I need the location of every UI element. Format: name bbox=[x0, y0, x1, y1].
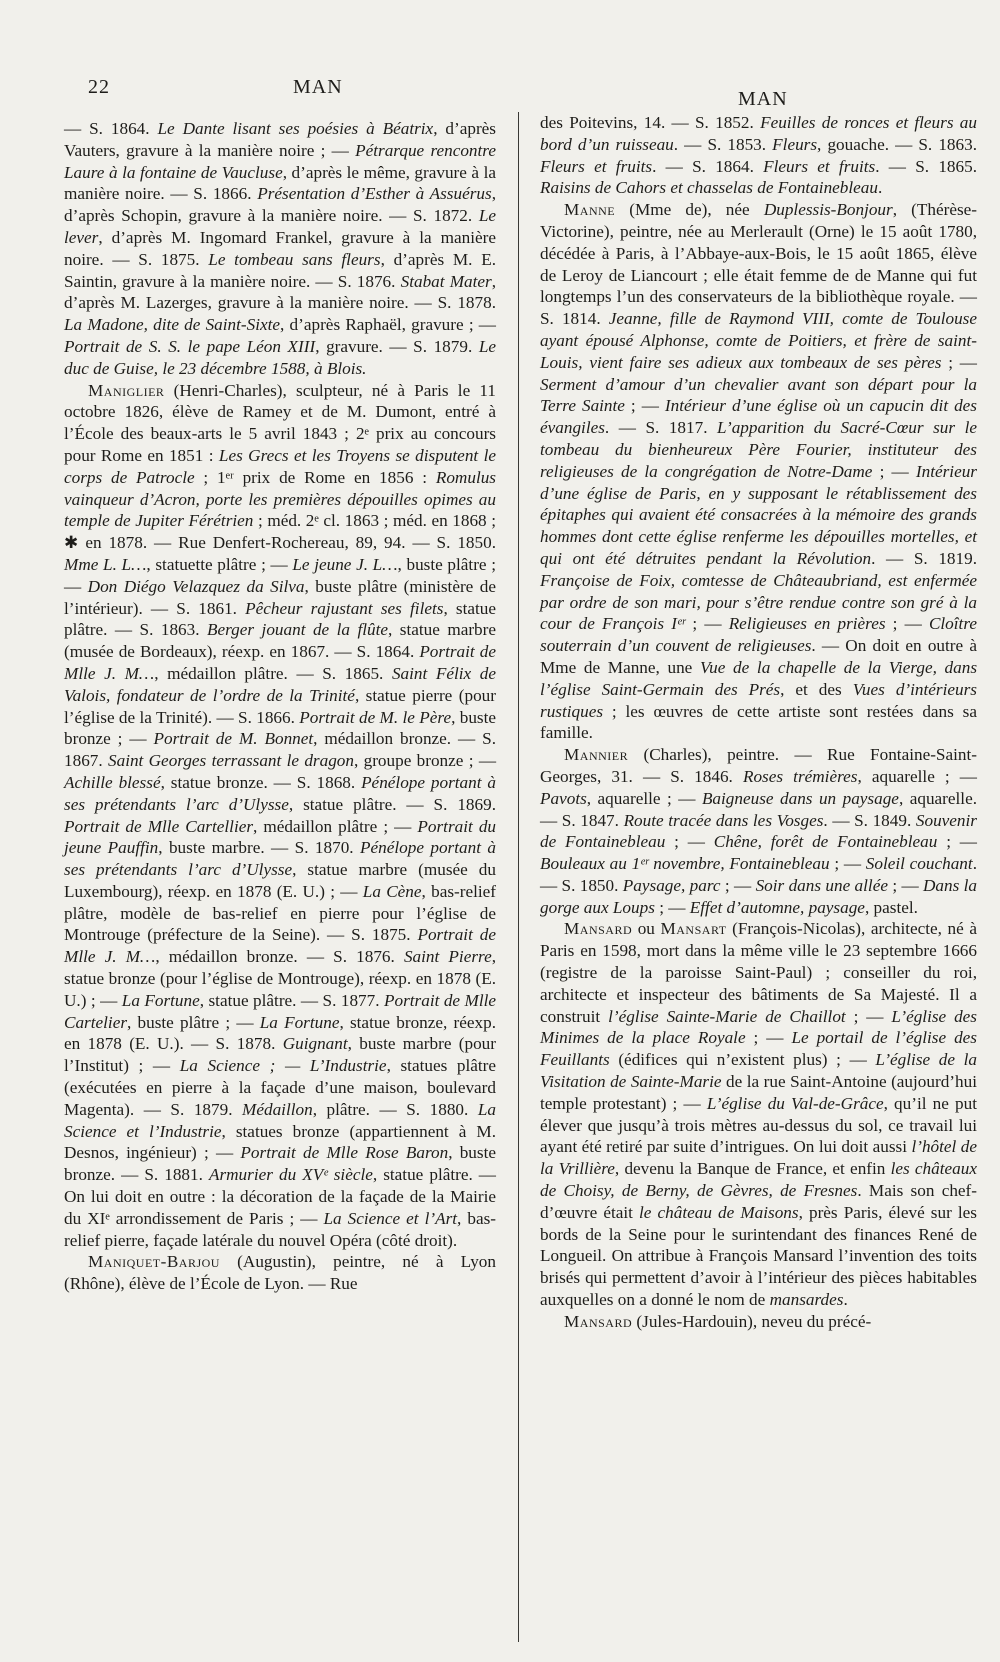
entry-text: , aquarelle. — S. 1847. bbox=[540, 788, 977, 830]
entry-paragraph bbox=[540, 918, 977, 1310]
entry-text: . — S. 1849. bbox=[823, 810, 916, 830]
work-title: Achille blessé bbox=[64, 772, 161, 792]
entry-text: , devenu la Banque de France, et enfin bbox=[614, 1159, 891, 1179]
entry-text: ; — bbox=[745, 1028, 792, 1048]
entry-text: . — S. 1853. bbox=[673, 134, 773, 154]
entry-text: , médaillon bronze. — S. 1867. bbox=[64, 729, 496, 771]
entry-text: , d’après M. E. Saintin, gravure à la manière noire. — S. 1876. bbox=[64, 249, 497, 291]
work-title: Portrait du jeune Pauffin bbox=[64, 816, 497, 858]
entry-name: Mansard bbox=[564, 1311, 633, 1331]
entry-text: , d’après Vauters, gravure à la manière noire ; — bbox=[64, 119, 496, 160]
work-title: La Madone, dite de Saint-Sixte bbox=[64, 315, 281, 335]
work-title: La Cène bbox=[362, 881, 422, 901]
work-title: Le portail de l’église des Feuillants bbox=[540, 1028, 977, 1070]
work-title: Duplessis-Bonjour bbox=[763, 200, 893, 220]
work-title: Effet d’automne, paysage bbox=[689, 897, 865, 917]
work-title: Vue de la chapelle de la Vierge, dans l’église Saint-Germain des Prés bbox=[540, 657, 978, 699]
work-title: le château de Maisons bbox=[639, 1202, 799, 1222]
entry-text: ou bbox=[632, 919, 661, 939]
work-title: Chêne, forêt de Fontainebleau bbox=[713, 832, 938, 852]
entry-text: , aquarelle ; — bbox=[586, 788, 702, 808]
work-title: Portrait de Mlle Cartelier bbox=[64, 990, 497, 1032]
entry-text: ; — bbox=[829, 854, 866, 874]
entry-text: (Augustin), peintre, né à Lyon (Rhône), élève de l’École de Lyon. — Rue bbox=[64, 1252, 496, 1294]
entry-text: , aquarelle ; — bbox=[857, 766, 977, 786]
entry-paragraph bbox=[64, 1251, 496, 1295]
entry-text: , médaillon plâtre ; — bbox=[253, 816, 418, 836]
entry-text: ; méd. 2ᵉ cl. 1863 ; méd. en 1868 ; ✱ en 1878. — Rue Denfert-Rochereau, 89, 94. — S. 1850. bbox=[64, 511, 496, 553]
entry-text: , statues bronze (appartiennent à M. Desnos, ingénieur) ; — bbox=[64, 1121, 496, 1163]
work-title: Portrait de M. le Père bbox=[299, 707, 452, 727]
entry-paragraph bbox=[540, 1311, 977, 1333]
entry-text: , d’après Schopin, gravure à la manière noire. — S. 1872. bbox=[64, 184, 496, 226]
right-column bbox=[540, 112, 977, 1333]
entry-text: , statue marbre (musée du Luxembourg), réexp. en 1878 (E. U.) ; — bbox=[64, 860, 496, 901]
entry-paragraph bbox=[540, 112, 977, 199]
work-title: l’hôtel de la Vrillière bbox=[540, 1137, 977, 1179]
entry-text: des Poitevins, 14. — S. 1852. bbox=[540, 113, 761, 132]
entry-text: , buste marbre. — S. 1870. bbox=[158, 838, 361, 858]
entry-paragraph bbox=[540, 199, 977, 744]
entry-text: ; 1ᵉʳ prix de Rome en 1856 : bbox=[194, 467, 436, 487]
work-title: Portrait de S. S. le pape Léon XIII bbox=[64, 336, 316, 356]
work-title: Stabat Mater bbox=[400, 271, 492, 291]
entry-name: Manne bbox=[564, 200, 616, 220]
entry-text: , statue marbre (musée de Bordeaux), réexp. en 1867. — S. 1864. bbox=[64, 620, 496, 662]
work-title: Pénélope portant à ses prétendants l’arc d’Ulysse bbox=[64, 838, 496, 880]
work-title: La Fortune bbox=[121, 990, 200, 1010]
work-title: Intérieur d’une église où un capucin dit des évangiles bbox=[540, 396, 977, 438]
entry-text: , statue plâtre. — S. 1863. bbox=[64, 598, 497, 640]
entry-text: , statue plâtre. — On lui doit en outre : la décoration de la façade de la Mairie du XIᵉ arrondissement de Paris ; — bbox=[64, 1165, 496, 1228]
entry-text: ; — bbox=[941, 352, 977, 372]
entry-text: . — S. 1864. bbox=[652, 156, 764, 176]
entry-text: ; — bbox=[937, 832, 977, 852]
entry-text: . — S. 1817. bbox=[604, 418, 718, 438]
entry-text: , d’après le même, gravure à la manière noire. — S. 1866. bbox=[64, 162, 496, 204]
entry-text: , bas-relief pierre, façade latérale du nouvel Opéra (côté droit). bbox=[64, 1208, 497, 1250]
entry-text: (édifices qui n’existent plus) ; — bbox=[609, 1050, 876, 1070]
entry-text: , statuette plâtre ; — bbox=[146, 554, 293, 574]
entry-text: , gravure. — S. 1879. bbox=[315, 336, 479, 356]
entry-text: , groupe bronze ; — bbox=[353, 751, 497, 771]
entry-text: , statue bronze. — S. 1868. bbox=[160, 772, 362, 792]
work-title: Soleil couchant bbox=[865, 854, 973, 874]
work-title: Berger jouant de la flûte bbox=[207, 620, 389, 640]
entry-text: . bbox=[843, 1290, 848, 1310]
work-title: Soir dans une allée bbox=[755, 875, 888, 895]
work-title: Pénélope portant à ses prétendants l’arc d’Ulysse bbox=[64, 772, 496, 814]
entry-text: , statues plâtre (exécutées en pierre à la façade d’une maison, boulevard Magenta). — S. 1879. bbox=[64, 1056, 497, 1119]
entry-text: , statue bronze, réexp. en 1878 (E. U.). — S. 1878. bbox=[64, 1012, 496, 1054]
entry-text: , statue plâtre. — S. 1869. bbox=[288, 794, 496, 814]
work-title: Pétrarque rencontre Laure à la fontaine de Vaucluse bbox=[64, 140, 496, 182]
page-number: 22 bbox=[88, 76, 110, 98]
work-title: La Science ; — L’Industrie bbox=[179, 1056, 387, 1076]
work-title: Mme L. L… bbox=[64, 554, 147, 574]
left-column bbox=[64, 118, 496, 1295]
entry-text: ; — bbox=[654, 897, 690, 917]
entry-text: , médaillon bronze. — S. 1876. bbox=[155, 947, 404, 967]
work-title: Armurier du XVᵉ siècle bbox=[208, 1165, 373, 1185]
work-title: Dans la gorge aux Loups bbox=[540, 875, 978, 917]
entry-paragraph bbox=[540, 744, 977, 918]
work-title: Romulus vainqueur d’Acron, porte les premières dépouilles opimes au temple de Jupiter Férétrien bbox=[64, 467, 496, 531]
page-header bbox=[88, 70, 960, 110]
entry-name: Mansard bbox=[564, 919, 633, 939]
work-title: Le tombeau sans fleurs bbox=[208, 249, 381, 269]
work-title: Le duc de Guise, le 23 décembre 1588, à Blois. bbox=[64, 336, 496, 378]
work-title: Vues d’intérieurs rustiques bbox=[540, 679, 977, 721]
entry-text: (François-Nicolas), architecte, né à Paris en 1598, mort dans la même ville le 23 septembre 1666 (registre de la paroisse Saint-Paul) ; conseiller du roi, architecte et inspecteur des bâtiments de Sa Majesté. Il a construit bbox=[540, 919, 977, 1026]
work-title: Médaillon bbox=[242, 1099, 313, 1119]
entry-text: ; — bbox=[665, 832, 714, 852]
work-title: Jeanne, fille de Raymond VIII, comte de Toulouse ayant épousé Alphonse, comte de Poitiers, et frère de saint-Louis, vient faire ses adieux aux tombeaux de ses pères bbox=[540, 309, 977, 372]
work-title: Guignant bbox=[282, 1034, 348, 1054]
work-title: Saint Pierre bbox=[403, 947, 492, 967]
work-title: Raisins de Cahors et chasselas de Fontainebleau bbox=[540, 178, 878, 198]
work-title: La Science et l’Art bbox=[323, 1208, 458, 1228]
work-title: Cloître souterrain d’un couvent de religieuses bbox=[540, 614, 977, 656]
entry-text: , buste plâtre ; — bbox=[64, 554, 496, 596]
entry-text: . bbox=[878, 178, 883, 198]
column-divider bbox=[518, 112, 519, 1642]
work-title: Portrait de Mlle J. M… bbox=[64, 925, 496, 967]
work-title: Le jeune J. L… bbox=[292, 554, 398, 574]
entry-text: , (Thérèse-Victorine), peintre, née au Merlerault (Orne) le 15 août 1780, décédée à Paris, à l’Abbaye-aux-Bois, le 15 août 1865, élève de Leroy de Liancourt ; elle était femme de de Manne qui fut longtemps l’un des conservateurs de la bibliothèque royale. — S. 1814. bbox=[540, 200, 977, 329]
work-title: Pêcheur rajustant ses filets bbox=[245, 598, 444, 618]
entry-text: , buste bronze ; — bbox=[64, 707, 497, 749]
work-title: Baigneuse dans un paysage bbox=[701, 788, 899, 808]
entry-name: Maniglier bbox=[88, 380, 165, 400]
entry-text: , d’après M. Ingomard Frankel, gravure à la manière noire. — S. 1875. bbox=[64, 227, 496, 269]
entry-text: (Henri-Charles), sculpteur, né à Paris le 11 octobre 1826, élève de Ramey et de M. Dumont, entré à l’École des beaux-arts le 5 avril 1843 ; 2ᵉ prix au concours pour Rome en 1851 : bbox=[64, 380, 496, 465]
work-title: l’église Sainte-Marie de Chaillot bbox=[608, 1006, 846, 1026]
entry-text: ; — bbox=[887, 875, 923, 895]
entry-text: , statue plâtre. — S. 1877. bbox=[199, 990, 384, 1010]
work-title: Présentation d’Esther à Assuérus bbox=[257, 184, 492, 204]
entry-text: . — S. 1819. bbox=[871, 548, 977, 568]
entry-text: (Mme de), née bbox=[615, 200, 764, 220]
entry-text: (Charles), peintre. — Rue Fontaine-Saint-Georges, 31. — S. 1846. bbox=[540, 745, 977, 786]
entry-text: , qu’il ne put élever que jusqu’à trois mètres au-dessus du sol, ce travail lui ayant été retiré par suite d’intrigues. On lui doit aussi bbox=[540, 1093, 977, 1157]
entry-text: , d’après M. Lazerges, gravure à la manière noire. — S. 1878. bbox=[64, 271, 496, 313]
entry-name: Mansart bbox=[660, 919, 727, 939]
work-title: Les Grecs et les Troyens se disputent le corps de Patrocle bbox=[64, 445, 496, 487]
entry-text: de la rue Saint-Antoine (aujourd’hui temple protestant) ; — bbox=[540, 1072, 977, 1113]
work-title: Pavots bbox=[540, 788, 587, 808]
entry-text: — S. 1864. bbox=[64, 119, 158, 138]
work-title: Route tracée dans les Vosges bbox=[623, 810, 824, 830]
entry-paragraph bbox=[64, 118, 496, 380]
work-title: Serment d’amour d’un chevalier avant son départ pour la Terre Sainte bbox=[540, 374, 977, 416]
work-title: Saint Félix de Valois, fondateur de l’ordre de la Trinité bbox=[64, 663, 496, 705]
work-title: Le lever bbox=[64, 206, 496, 247]
entry-text: , pastel. bbox=[864, 897, 918, 917]
work-title: les châteaux de Choisy, de Berny, de Gèvres, de Fresnes bbox=[540, 1159, 977, 1201]
entry-text: , médaillon plâtre. — S. 1865. bbox=[154, 663, 392, 683]
entry-name: Maniquet-Barjou bbox=[88, 1252, 220, 1272]
work-title: L’église de la Visitation de Sainte-Marie bbox=[540, 1050, 978, 1092]
work-title: Paysage, parc bbox=[622, 875, 721, 895]
work-title: Portrait de Mlle Rose Baron bbox=[240, 1143, 449, 1163]
work-title: Fleurs bbox=[772, 134, 818, 154]
work-title: Portrait de Mlle Cartellier bbox=[64, 816, 254, 836]
entry-text: , buste plâtre ; — bbox=[127, 1012, 260, 1032]
entry-text: , plâtre. — S. 1880. bbox=[312, 1099, 478, 1119]
entry-text: ; — bbox=[720, 875, 756, 895]
entry-text: (Jules-Hardouin), neveu du précé- bbox=[632, 1311, 872, 1331]
entry-name: Mannier bbox=[564, 745, 629, 765]
work-title: Roses trémières bbox=[742, 766, 858, 786]
work-title: Portrait de M. Bonnet bbox=[153, 729, 314, 749]
entry-text: . — S. 1865. bbox=[875, 156, 978, 176]
work-title: Intérieur d’une église de Paris, en y supposant le rétablissement des épitaphes qui avaient été consacrées à la mémoire des grands hommes dont cette église renferme les dépouilles mortelles, et qui ont été détruites pendant la Révolution bbox=[540, 461, 977, 568]
entry-text: ; — bbox=[685, 614, 729, 634]
work-title: L’église des Minimes de la place Royale bbox=[540, 1006, 977, 1048]
work-title: Fleurs et fruits bbox=[540, 156, 653, 176]
entry-text: , buste bronze. — S. 1881. bbox=[64, 1143, 496, 1185]
entry-text: ; — bbox=[885, 614, 929, 634]
entry-paragraph bbox=[64, 380, 496, 1252]
entry-text: , et des bbox=[780, 679, 853, 699]
work-title: L’apparition du Sacré-Cœur sur le tombeau du bienheureux Père Fourier, instituteur des religieuses de la congrégation de Notre-Dame bbox=[540, 418, 977, 481]
entry-text: , statue bronze (pour l’église de Montrouge), réexp. en 1878 (E. U.) ; — bbox=[64, 947, 496, 1010]
entry-text: ; — bbox=[872, 461, 916, 481]
work-title: Don Diégo Velazquez da Silva bbox=[87, 576, 305, 596]
entry-text: . — On doit en outre à Mme de Manne, une bbox=[540, 636, 977, 677]
entry-text: , buste plâtre (ministère de l’intérieur). — S. 1861. bbox=[64, 576, 497, 618]
entry-text: , gouache. — S. 1863. bbox=[817, 134, 977, 154]
work-title: La Fortune bbox=[259, 1012, 340, 1032]
work-title: L’église du Val-de-Grâce bbox=[706, 1093, 884, 1113]
work-title: Le Dante lisant ses poésies à Béatrix bbox=[157, 119, 434, 138]
running-head-left: MAN bbox=[293, 76, 343, 98]
work-title: mansardes bbox=[769, 1290, 844, 1310]
work-title: Portrait de Mlle J. M… bbox=[64, 642, 496, 683]
entry-text: ; — bbox=[624, 396, 665, 416]
work-title: La Science et l’Industrie bbox=[64, 1099, 497, 1141]
entry-text: . — S. 1850. bbox=[540, 854, 977, 895]
entry-text: . Mais son chef-d’œuvre était bbox=[540, 1181, 977, 1222]
entry-text: , près Paris, élevé sur les bords de la Seine pour le surintendant des finances René de Longueil. On attribue à François Mansard l’invention des toits brisés qui permettent d’avoir à l’intérieur des pièces habitables auxquelles on a donné le nom de bbox=[540, 1202, 977, 1310]
entry-text: ; les œuvres de cette artiste sont restées dans sa famille. bbox=[540, 701, 977, 743]
entry-text: , d’après Raphaël, gravure ; — bbox=[280, 315, 496, 335]
work-title: Souvenir de Fontainebleau bbox=[540, 810, 977, 852]
work-title: Bouleaux au 1ᵉʳ novembre, Fontainebleau bbox=[540, 854, 830, 874]
entry-text: , bas-relief plâtre, modèle de bas-relief en pierre pour l’église de Montrouge (préfecture de la Seine). — S. 1875. bbox=[64, 881, 497, 945]
work-title: Feuilles de ronces et fleurs au bord d’un ruisseau bbox=[540, 113, 977, 154]
work-title: Religieuses en prières bbox=[728, 614, 886, 634]
entry-text: , buste marbre (pour l’Institut) ; — bbox=[64, 1034, 497, 1076]
work-title: Fleurs et fruits bbox=[763, 156, 876, 176]
running-head-right: MAN bbox=[738, 88, 788, 110]
entry-text: , statue pierre (pour l’église de la Trinité). — S. 1866. bbox=[64, 685, 496, 727]
work-title: Françoise de Foix, comtesse de Châteaubriand, est enfermée par ordre de son mari, pour s’être rendue contre son gré à la cour de François Iᵉʳ bbox=[540, 570, 977, 634]
work-title: Saint Georges terrassant le dragon bbox=[108, 751, 354, 771]
entry-text: ; — bbox=[845, 1006, 892, 1026]
